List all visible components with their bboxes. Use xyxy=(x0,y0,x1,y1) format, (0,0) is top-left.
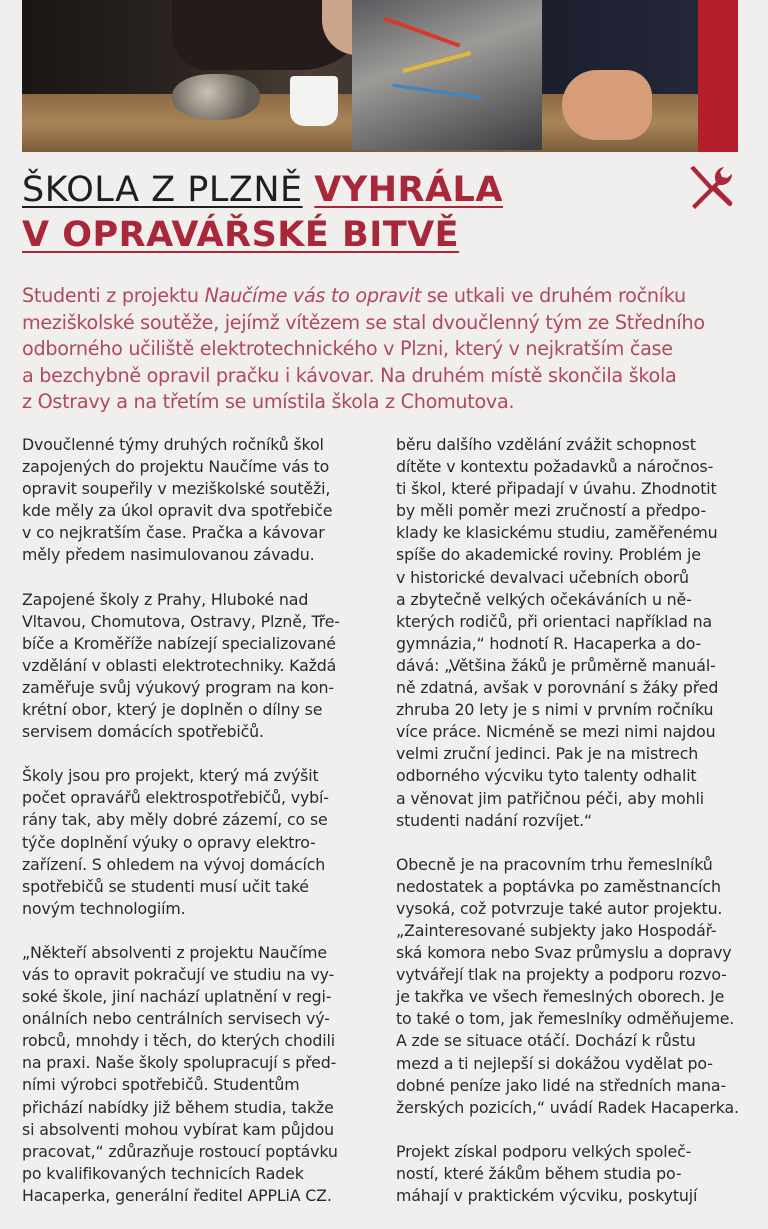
photo-appliance xyxy=(352,0,542,150)
paragraph: Zapojené školy z Prahy, Hluboké nad Vltavou, Chomutova, Ostravy, Plzně, Tře- bíče a Kroměříže nabízejí specializované vzdělání v oblasti elektrotechniky. Každá zaměřuje svůj výukový program na kon- krétní obor, který je doplněn o dílny se servisem domácích spotřebičů. xyxy=(22,589,340,742)
lead-before: Studenti z projektu xyxy=(22,284,205,307)
article-photo xyxy=(22,0,738,152)
article-lead xyxy=(22,283,738,416)
paragraph: Dvoučlenné týmy druhých ročníků škol zapojených do projektu Naučíme vás to opravit soupeřily v meziškolské soutěži, kde měly za úkol opravit dva spotřebiče v co nejkratším čase. Pračka a kávovar měly předem nasimulovanou závadu. xyxy=(22,435,333,565)
left-column xyxy=(22,434,368,1229)
paragraph: Školy jsou pro projekt, který má zvýšit počet opravářů elektrospotřebičů, vybí- rány tak, aby měly dobré zázemí, co se týče doplnění výuky o opravy elektro- zařízení. S ohledem na vývoj domácích spotřebičů se studenti musí učit také novým technologiím. xyxy=(22,766,329,918)
paragraph: Projekt získal podporu velkých společ- ností, které žákům během studia po- máhají v praktickém výcviku, poskytují xyxy=(396,1141,698,1205)
photo-parts-box xyxy=(172,74,260,120)
lead-after: se utkali ve druhém ročníku meziškolské soutěže, jejímž vítězem se stal dvoučlenný tým ze Středního odborného učiliště elektrotechnického v Plzni, který v nejkratším čase a bezchybně opravil pračku i kávovar. Na druhém místě skončila škola z Ostravy a na třetím se umístila škola z Chomutova. xyxy=(22,284,705,413)
article-title xyxy=(22,168,672,258)
lead-project-name: Naučíme vás to opravit xyxy=(204,284,422,307)
paragraph: běru dalšího vzdělání zvážit schopnost dítěte v kontextu požadavků a náročnos- ti škol, které připadají v úvahu. Zhodnotit by měli poměr mezi zručností a předpo- klady ke klasickému studiu, zaměřenému spíše do akademické roviny. Problém je v historické devalvaci učebních oborů a zbytečně velkých očekáváních u ně- kterých rodičů, při orientaci například na gymnázia,“ hodnotí R. Hacaperka a do- dává: „Většina žáků je průměrně manuál- ně zdatná, avšak v porovnání s žáky před zhruba 20 lety je s nimi v prvním ročníku více práce. Nicméně se mezi nimi najdou velmi zruční jedinci. Pak je na mistrech odborného výcviku tyto talenty odhalit a věnovat jim patřičnou péči, aby mohli studenti nadání rozvíjet.“ xyxy=(396,435,719,830)
photo-red-clothing xyxy=(698,0,738,152)
paragraph: „Někteří absolventi z projektu Naučíme vás to opravit pokračují ve studiu na vy- soké škole, jiní nachází uplatnění v regi- onálních nebo centrálních servisech vý- robců, mnohdy i těch, do kterých chodili na praxi. Naše školy spolupracují s před- ními výrobci spotřebičů. Studentům přichází nabídky již během studia, takže si absolventi mohou vybírat kam půjdou pracovat,“ zdůrazňuje rostoucí poptávku po kvalifikovaných technicích Radek Hacaperka, generální ředitel APPLiA CZ. xyxy=(22,942,338,1205)
tools-icon xyxy=(686,162,738,214)
paragraph: Obecně je na pracovním trhu řemeslníků nedostatek a poptávka po zaměstnancích vysoká, což potvrzuje také autor projektu. „Zainteresované subjekty jako Hospodář- ská komora nebo Svaz průmyslu a dopravy vytvářejí tlak na projekty a podporu rozvo- je takřka ve všech řemeslných oborech. Je to také o tom, jak řemeslníky odměňujeme. A zde se situace otáčí. Dochází k růstu mezd a ti nejlepší si dokážou vydělat po- dobné peníze jako lidé na středních mana- žerských pozicích,“ uvádí Radek Hacaperka. xyxy=(396,854,739,1117)
title-accent-2: V OPRAVÁŘSKÉ BITVĚ xyxy=(22,215,460,255)
photo-hand xyxy=(562,70,652,140)
title-plain: ŠKOLA Z PLZNĚ xyxy=(22,170,303,210)
photo-cup xyxy=(290,76,338,126)
title-accent-1: VYHRÁLA xyxy=(314,170,503,210)
right-column xyxy=(396,434,740,1229)
